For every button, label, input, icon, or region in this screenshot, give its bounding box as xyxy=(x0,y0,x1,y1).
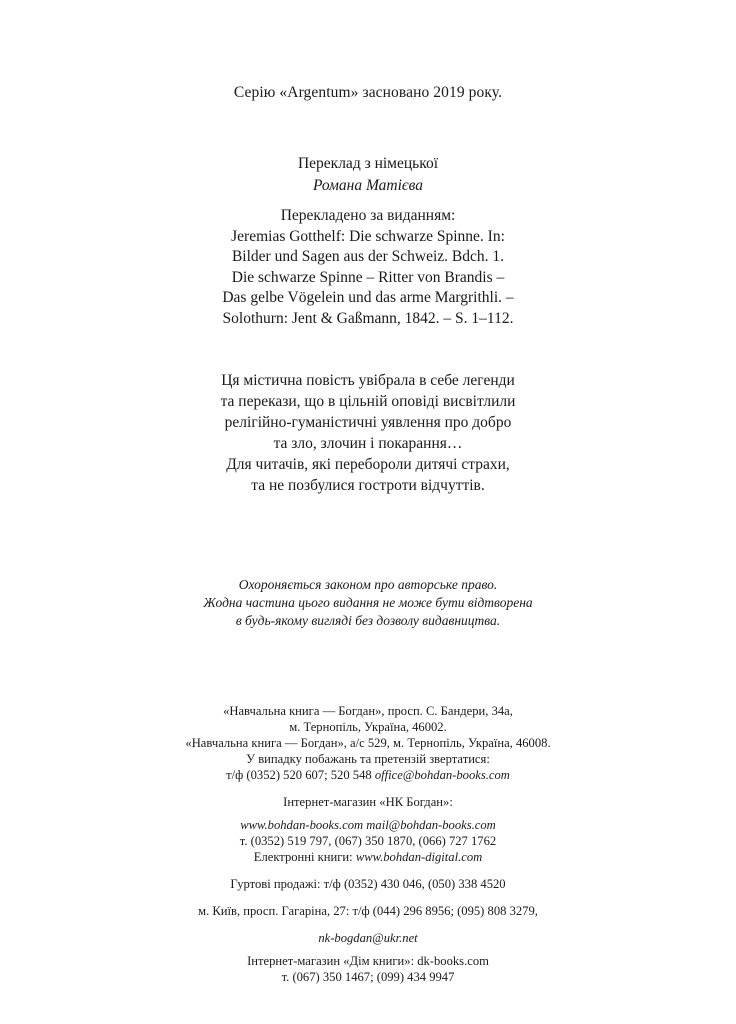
claims-phone: т/ф (0352) 520 607; 520 548 xyxy=(226,768,375,782)
dim-knyhy-phones: т. (067) 350 1467; (099) 434 9947 xyxy=(281,970,455,984)
annotation-line: та зло, злочин і покарання… xyxy=(273,435,463,452)
copyright-line: в будь-якому вигляді без дозволу видавництва. xyxy=(235,613,501,628)
publisher-address-pobox: «Навчальна книга — Богдан», а/с 529, м. Тернопіль, Україна, 46008. xyxy=(185,736,551,750)
copyright-line: Охороняється законом про авторське право. xyxy=(238,577,498,592)
publisher-address-street: «Навчальна книга — Богдан», просп. С. Бандери, 34а, xyxy=(223,704,513,718)
online-shop-phones: т. (0352) 519 797, (067) 350 1870, (066) 727 1762 xyxy=(239,834,497,848)
edition-label: Перекладено за виданням: xyxy=(280,207,456,224)
series-statement xyxy=(0,83,736,103)
edition-line: Jeremias Gotthelf: Die schwarze Spinne. In: xyxy=(231,227,505,245)
wholesale-line: Гуртові продажі: т/ф (0352) 430 046, (050) 338 4520 xyxy=(230,877,506,891)
edition-line: Solothurn: Jent & Gaßmann, 1842. – S. 1–112. xyxy=(222,309,514,327)
kyiv-branch-line: м. Київ, просп. Гагаріна, 27: т/ф (044) 296 8956; (095) 808 3279, xyxy=(198,904,538,918)
dim-knyhy-shop: Інтернет-магазин «Дім книги»: dk-books.com xyxy=(247,954,489,968)
annotation-line: Ця містична повість увібрала в себе легенди xyxy=(221,372,515,389)
annotation-line: та не позбулися гостроти відчуттів. xyxy=(251,477,485,494)
publisher-address-city: м. Тернопіль, Україна, 46002. xyxy=(289,720,447,734)
kyiv-branch-email[interactable]: nk-bogdan@ukr.net xyxy=(318,931,418,945)
ebooks-line xyxy=(0,849,736,865)
annotation-line: релігійно-гуманістичні уявлення про добро xyxy=(224,414,512,431)
book-annotation xyxy=(0,370,736,496)
series-line: Серію «Argentum» засновано 2019 року. xyxy=(233,84,503,101)
translation-label: Переклад з німецької xyxy=(297,155,439,172)
original-edition-reference xyxy=(0,206,736,329)
translation-credit xyxy=(0,153,736,197)
ebooks-website[interactable]: www.bohdan-digital.com xyxy=(355,850,483,864)
copyright-notice xyxy=(0,576,736,630)
publisher-contacts xyxy=(0,703,736,985)
claims-label: У випадку побажань та претензій звертатися: xyxy=(246,752,490,766)
claims-contact xyxy=(0,767,736,783)
edition-line: Die schwarze Spinne – Ritter von Brandis – xyxy=(231,268,505,286)
online-shop-links xyxy=(0,817,736,833)
edition-line: Das gelbe Vögelein und das arme Margrithli. – xyxy=(222,289,514,306)
edition-line: Bilder und Sagen aus der Schweiz. Bdch. 1. xyxy=(231,248,505,265)
annotation-line: Для читачів, які перебороли дитячі страхи, xyxy=(226,456,510,473)
claims-email[interactable]: office@bohdan-books.com xyxy=(374,768,510,782)
online-shop-label: Інтернет-магазин «НК Богдан»: xyxy=(283,795,453,809)
translator-name: Романа Матієва xyxy=(312,177,424,194)
ebooks-label: Електронні книги: xyxy=(253,850,356,864)
copyright-line: Жодна частина цього видання не може бути відтворена xyxy=(203,595,533,610)
online-shop-email[interactable]: mail@bohdan-books.com xyxy=(366,818,496,832)
online-shop-website[interactable]: www.bohdan-books.com xyxy=(240,818,364,832)
annotation-line: та перекази, що в цільній оповіді висвітлили xyxy=(220,393,516,410)
